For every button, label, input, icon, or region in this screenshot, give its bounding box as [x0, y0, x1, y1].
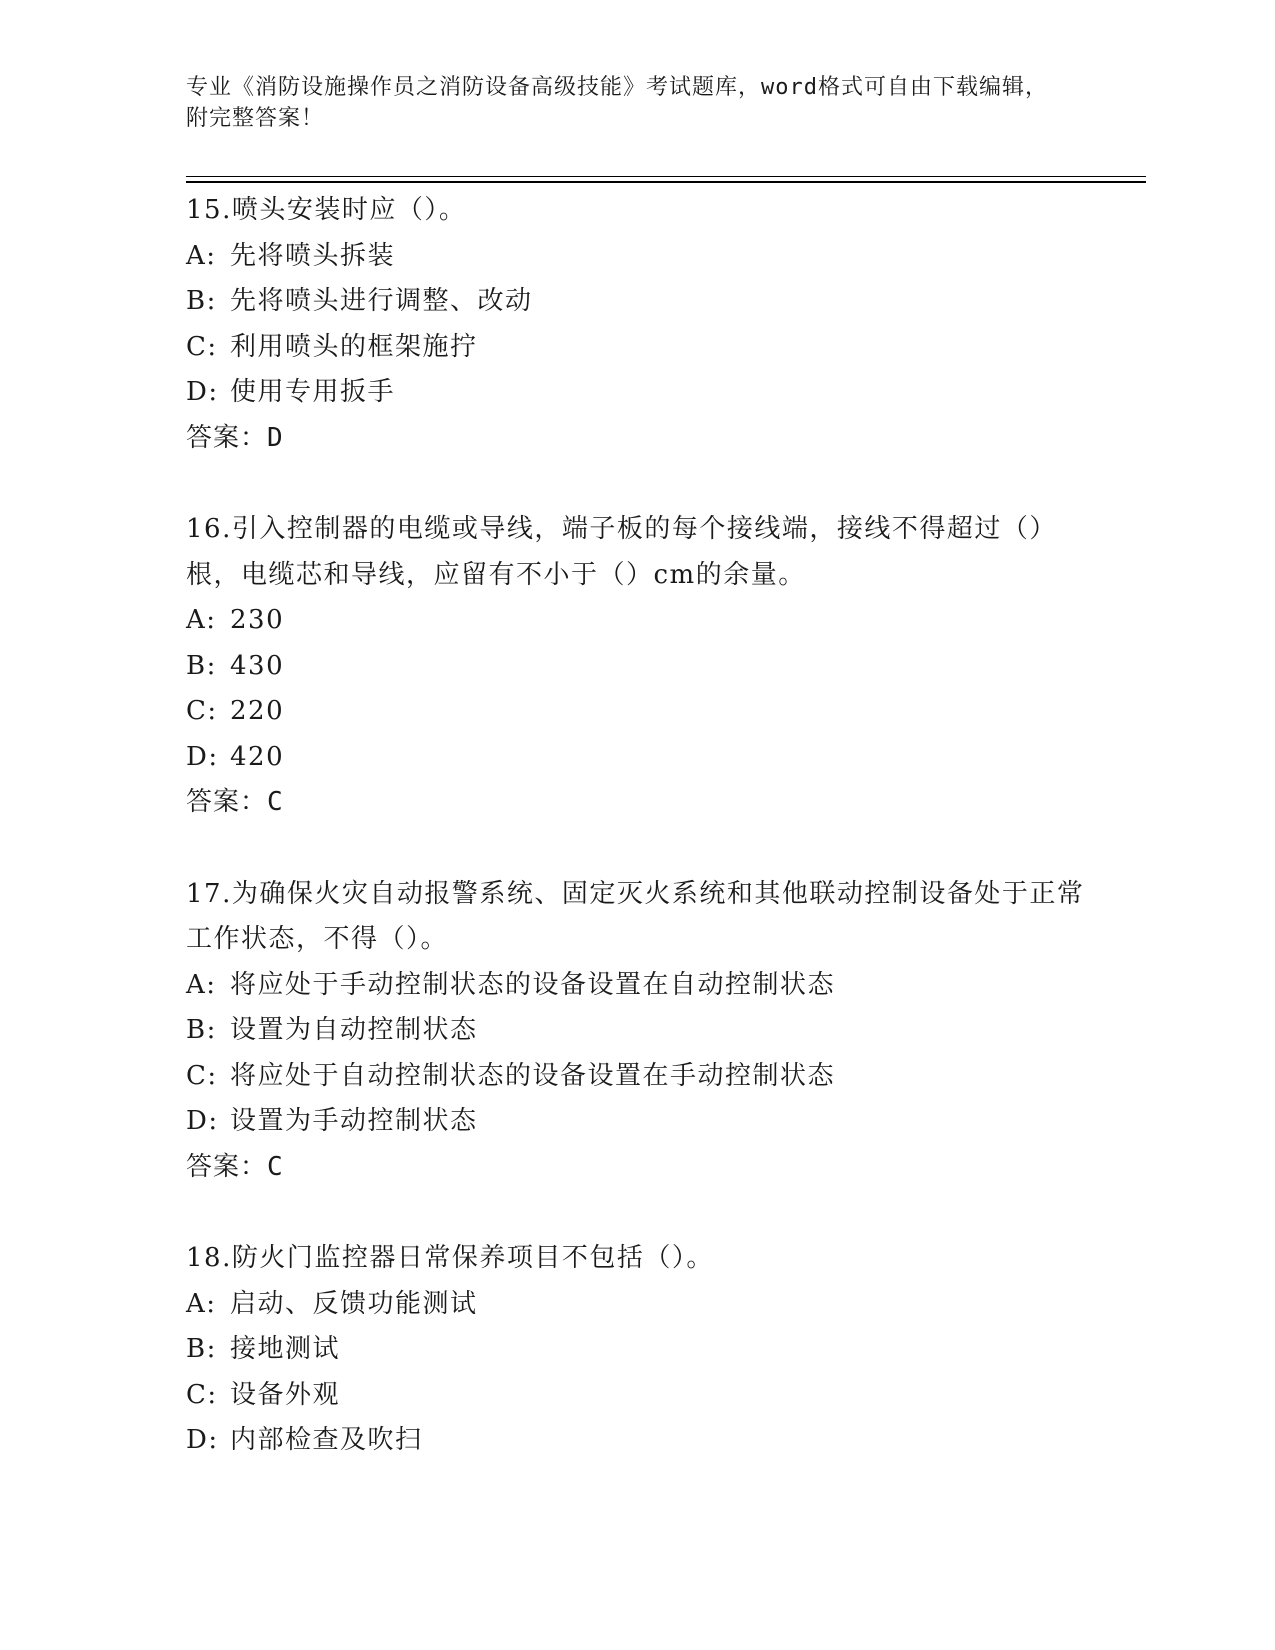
option-letter: D: [186, 1425, 219, 1455]
option-text: 先将喷头进行调整、改动 [230, 286, 533, 316]
option-text: 430 [230, 650, 285, 681]
answer-line: 答案：C [186, 787, 284, 817]
option-letter: D: [186, 377, 219, 407]
question-17 [186, 872, 1086, 1191]
option-text: 先将喷头拆装 [230, 240, 396, 271]
option-letter: B: [186, 650, 217, 681]
option-c [186, 689, 1086, 735]
option-c [186, 325, 1086, 371]
option-b [186, 1008, 1086, 1054]
option-text: 将应处于手动控制状态的设备设置在自动控制状态 [230, 969, 836, 1000]
option-letter: B: [186, 1015, 217, 1045]
option-text: 启动、反馈功能测试 [230, 1288, 478, 1319]
option-d [186, 1099, 1086, 1145]
option-d [186, 370, 1086, 416]
option-a [186, 598, 1086, 644]
option-text: 将应处于自动控制状态的设备设置在手动控制状态 [230, 1060, 836, 1091]
document-header: 专业《消防设施操作员之消防设备高级技能》考试题库，word格式可自由下载编辑，附完整答案！ [186, 75, 1048, 131]
option-letter: B: [186, 286, 217, 316]
question-stem: 18.防火门监控器日常保养项目不包括（）。 [186, 1243, 714, 1273]
option-d [186, 735, 1086, 781]
option-letter: A: [186, 1288, 217, 1319]
question-18 [186, 1236, 1086, 1464]
option-letter: C: [186, 1060, 218, 1091]
option-text: 设备外观 [230, 1379, 341, 1410]
option-a [186, 963, 1086, 1009]
question-16 [186, 507, 1086, 826]
option-a [186, 234, 1086, 280]
option-text: 利用喷头的框架施拧 [230, 331, 478, 362]
question-stem: 15.喷头安装时应（）。 [186, 195, 467, 225]
answer-line: 答案：D [186, 422, 284, 453]
option-text: 230 [230, 605, 285, 635]
option-letter: A: [186, 969, 217, 1000]
header-divider-top [186, 176, 1146, 177]
option-b [186, 279, 1086, 325]
option-letter: A: [186, 240, 217, 271]
option-letter: B: [186, 1334, 217, 1364]
option-letter: C: [186, 331, 218, 362]
option-letter: D: [186, 1106, 219, 1136]
option-letter: D: [186, 741, 219, 772]
option-d [186, 1418, 1086, 1464]
option-b [186, 1327, 1086, 1373]
option-text: 420 [230, 741, 285, 772]
question-stem: 16.引入控制器的电缆或导线，端子板的每个接线端，接线不得超过（）根，电缆芯和导线，应留有不小于（）cm的余量。 [186, 514, 1057, 590]
option-letter: C: [186, 1379, 218, 1410]
option-text: 220 [230, 696, 285, 726]
option-text: 设置为自动控制状态 [230, 1015, 478, 1045]
question-stem: 17.为确保火灾自动报警系统、固定灭火系统和其他联动控制设备处于正常工作状态，不得（）。 [186, 878, 1085, 954]
option-text: 使用专用扳手 [230, 377, 396, 407]
header-divider-bottom [186, 181, 1146, 183]
option-text: 设置为手动控制状态 [230, 1106, 478, 1136]
option-b [186, 644, 1086, 690]
question-15 [186, 188, 1086, 461]
option-text: 内部检查及吹扫 [230, 1425, 423, 1455]
option-letter: C: [186, 696, 218, 726]
option-letter: A: [186, 605, 217, 635]
option-a [186, 1282, 1086, 1328]
answer-line: 答案：C [186, 1151, 284, 1182]
option-c [186, 1373, 1086, 1419]
option-c [186, 1054, 1086, 1100]
question-list [186, 188, 1086, 1464]
option-text: 接地测试 [230, 1334, 341, 1364]
